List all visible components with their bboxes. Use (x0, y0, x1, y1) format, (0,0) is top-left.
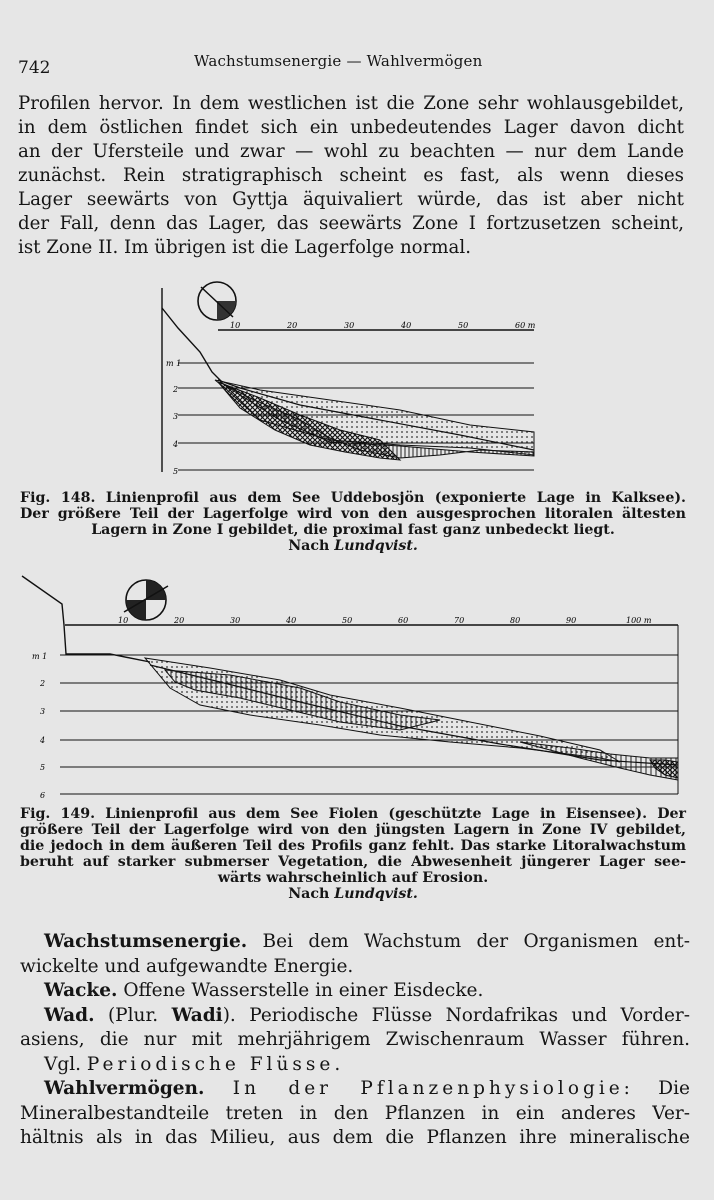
depth-label: m 1 (32, 652, 48, 661)
entry-text: Offene Wasserstelle in einer Eisdecke. (117, 980, 484, 1001)
entry-term: Wachstumsenergie. (44, 931, 248, 952)
distance-label: 40 (286, 616, 297, 625)
distance-label: 50 (458, 321, 469, 330)
running-title: Wachstumsenergie — Wahlvermögen (194, 52, 483, 70)
distance-label: 10 (230, 321, 241, 330)
entry-term: Wacke. (44, 980, 118, 1001)
distance-label: 20 (174, 616, 185, 625)
entry-line (20, 1053, 690, 1078)
caption-line: Fig. 148. Linienprofil aus dem See Uddebosjön (exponierte Lage in Kalksee). (20, 490, 686, 506)
distance-label: 40 (401, 321, 412, 330)
entry-line (20, 979, 690, 1004)
distance-label: 20 (287, 321, 298, 330)
distance-label: 60 (398, 616, 409, 625)
entry-line (20, 1004, 690, 1029)
paragraph-line: ist Zone II. Im übrigen ist die Lagerfolge normal. (18, 237, 471, 258)
credit-prefix: Nach (288, 886, 335, 902)
distance-label: 50 (342, 616, 353, 625)
distance-label: 30 (344, 321, 355, 330)
caption-line: die jedoch in dem äußeren Teil des Profils ganz fehlt. Das starke Litoralwachstum (20, 838, 686, 854)
entry-text: Die (633, 1078, 690, 1099)
cross-reference: Periodische Flüsse. (86, 1053, 345, 1075)
distance-label: 30 (230, 616, 241, 625)
depth-label: 2 (173, 385, 179, 394)
entry-wad (20, 1004, 690, 1078)
depth-label: 3 (40, 707, 46, 716)
distance-label: 70 (454, 616, 465, 625)
depth-label: 3 (173, 412, 179, 421)
entry-text: (Plur. (94, 1004, 172, 1026)
entry-text: ). Periodische Flüsse Nordafrikas und Vorder- (222, 1004, 690, 1026)
paragraph-line: in dem östlichen findet sich ein unbedeutendes Lager davon dicht (18, 117, 684, 138)
entry-plural-term: Wadi (171, 1004, 223, 1026)
distance-label: 10 (118, 616, 129, 625)
entry-line (20, 930, 690, 955)
entry-wahlvermoegen (20, 1077, 690, 1151)
caption-line: wärts wahrscheinlich auf Erosion. (217, 870, 489, 886)
caption-line: Der größere Teil der Lagerfolge wird von den ausgesprochen litoralen ältesten (20, 506, 686, 522)
paragraph-line: Lager seewärts von Gyttja äquivaliert würde, das ist aber nicht (18, 189, 684, 210)
entry-term: Wad. (44, 1004, 95, 1026)
distance-label: 80 (510, 616, 521, 625)
entry-line: wickelte und aufgewandte Energie. (20, 955, 354, 977)
entry-wacke (20, 979, 690, 1004)
distance-label: 90 (566, 616, 577, 625)
figure-148-profile (0, 280, 714, 485)
depth-label: 4 (173, 440, 179, 449)
caption-line: beruht auf starker submerser Vegetation, die Abwesenheit jüngerer Lager see- (20, 854, 686, 870)
page-number: 742 (18, 58, 51, 78)
caption-credit (20, 886, 686, 902)
depth-label: 5 (40, 763, 46, 772)
depth-label: m 1 (166, 359, 182, 368)
paragraph-line: der Fall, denn das Lager, das seewärts Zone I fortzusetzen scheint, (18, 213, 684, 234)
entry-line: hältnis als in das Milieu, aus dem die Pflanzen ihre mineralische (20, 1127, 690, 1148)
figure-148-caption (20, 490, 686, 554)
caption-line: Lagern in Zone I gebildet, die proximal fast ganz unbedeckt liegt. (91, 522, 615, 538)
entry-line: Mineralbestandteile treten in den Pflanzen in ein anderes Ver- (20, 1102, 690, 1124)
entry-line (20, 1077, 690, 1102)
paragraph-line: zunächst. Rein stratigraphisch scheint es fast, als wenn dieses (18, 165, 684, 186)
entry-wachstumsenergie (20, 930, 690, 979)
body-paragraph (18, 92, 684, 260)
caption-credit (20, 538, 686, 554)
caption-line: größere Teil der Lagerfolge wird von den jüngsten Lagern in Zone IV gebildet, (20, 822, 686, 838)
entry-line: asiens, die nur mit mehrjährigem Zwischenraum Wasser führen. (20, 1029, 690, 1050)
depth-label: 4 (40, 736, 46, 745)
entry-text: Vgl. (44, 1053, 87, 1075)
credit-author: Lundqvist. (334, 538, 418, 554)
entry-term: Wahlvermögen. (44, 1078, 205, 1099)
entry-text: Bei dem Wachstum der Organismen ent- (247, 931, 690, 952)
credit-prefix: Nach (288, 538, 335, 554)
figure-149-caption (20, 806, 686, 902)
credit-author: Lundqvist. (334, 886, 418, 902)
figure-149-profile (0, 570, 714, 802)
subject-field: In der Pflanzenphysiologie: (204, 1078, 634, 1099)
depth-label: 5 (173, 467, 179, 476)
caption-line: Fig. 149. Linienprofil aus dem See Fiolen (geschützte Lage in Eisensee). Der (20, 806, 686, 822)
distance-label: 60 m (515, 321, 536, 330)
depth-label: 6 (40, 791, 46, 800)
depth-label: 2 (40, 679, 46, 688)
dictionary-entries (20, 930, 690, 1151)
paragraph-line: Profilen hervor. In dem westlichen ist die Zone sehr wohlausgebildet, (18, 93, 684, 114)
distance-label: 100 m (626, 616, 652, 625)
paragraph-line: an der Ufersteile und zwar — wohl zu beachten — nur dem Lande (18, 141, 684, 162)
